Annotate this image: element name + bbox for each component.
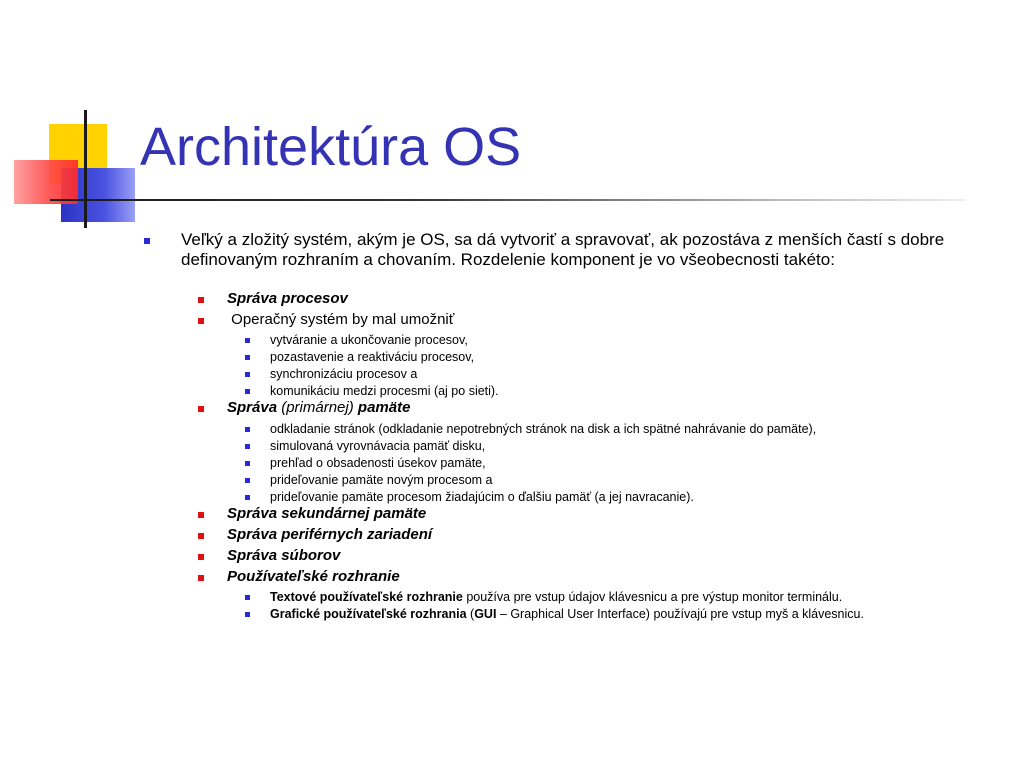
pamat-heading-italic: (primárnej) [277,399,358,416]
bullet-level3 [245,612,250,617]
pamat-item: prideľovanie pamäte novým procesom a [270,473,493,487]
gui-paren: ( [466,607,475,621]
heading-sprava-perifernych-zariadeni: Správa periférnych zariadení [227,526,433,543]
bullet-level3 [245,372,250,377]
gui-bold: Grafické používateľské rozhrania [270,607,467,621]
bullet-level2 [198,533,204,539]
heading-pouzivatelske-rozhranie: Používateľské rozhranie [227,568,400,585]
bullet-level3 [245,427,250,432]
heading-sprava-suborov: Správa súborov [227,547,341,564]
heading-sprava-pamate [227,399,410,417]
bullet-level2 [198,297,204,303]
title-underline [50,199,965,201]
bullet-level3 [245,495,250,500]
bullet-level3 [245,389,250,394]
bullet-level2 [198,318,204,324]
bullet-level3 [245,595,250,600]
decor-red-square [14,160,78,204]
pamat-item: odkladanie stránok (odkladanie nepotrebných stránok na disk a ich spätné nahrávanie do pamäte), [270,422,817,436]
bullet-level1 [144,238,150,244]
decor-vertical-line [84,110,87,228]
intro-text: Veľký a zložitý systém, akým je OS, sa dá vytvoriť a spravovať, ak pozostáva z menších častí s dobre definovaným rozhraním a chovaním. Rozdelenie komponent je vo všeobecnosti takéto: [181,230,945,269]
slide-title: Architektúra OS [140,117,522,177]
bullet-level2 [198,554,204,560]
pamat-item: simulovaná vyrovnávacia pamäť disku, [270,439,486,453]
bullet-level3 [245,444,250,449]
gui-rest: – Graphical User Interface) používajú pre vstup myš a klávesnicu. [496,607,864,621]
procesy-item: komunikáciu medzi procesmi (aj po sieti). [270,384,499,398]
text-ui-rest: používa pre vstup údajov klávesnicu a pre výstup monitor terminálu. [462,590,843,604]
bullet-level3 [245,478,250,483]
procesy-item: vytváranie a ukončovanie procesov, [270,333,468,347]
bullet-level3 [245,338,250,343]
pamat-heading-bold-1: Správa [227,399,278,416]
bullet-level3 [245,461,250,466]
procesy-lead: Operačný systém by mal umožniť [227,311,455,328]
bullet-level2 [198,512,204,518]
pamat-item: prideľovanie pamäte procesom žiadajúcim o ďalšiu pamäť (a jej navracanie). [270,490,694,504]
heading-sprava-procesov: Správa procesov [227,290,348,307]
text-ui-bold: Textové používateľské rozhranie [270,590,463,604]
procesy-item: synchronizáciu procesov a [270,367,418,381]
procesy-item: pozastavenie a reaktiváciu procesov, [270,350,475,364]
bullet-level2 [198,575,204,581]
bullet-level3 [245,355,250,360]
heading-sprava-sekundarnej-pamate: Správa sekundárnej pamäte [227,505,427,522]
bullet-level2 [198,406,204,412]
rozhranie-gui-item [270,606,864,622]
pamat-item: prehľad o obsadenosti úsekov pamäte, [270,456,486,470]
gui-abbr: GUI [474,607,497,621]
rozhranie-text-item [270,589,842,605]
pamat-heading-bold-2: pamäte [357,399,411,416]
